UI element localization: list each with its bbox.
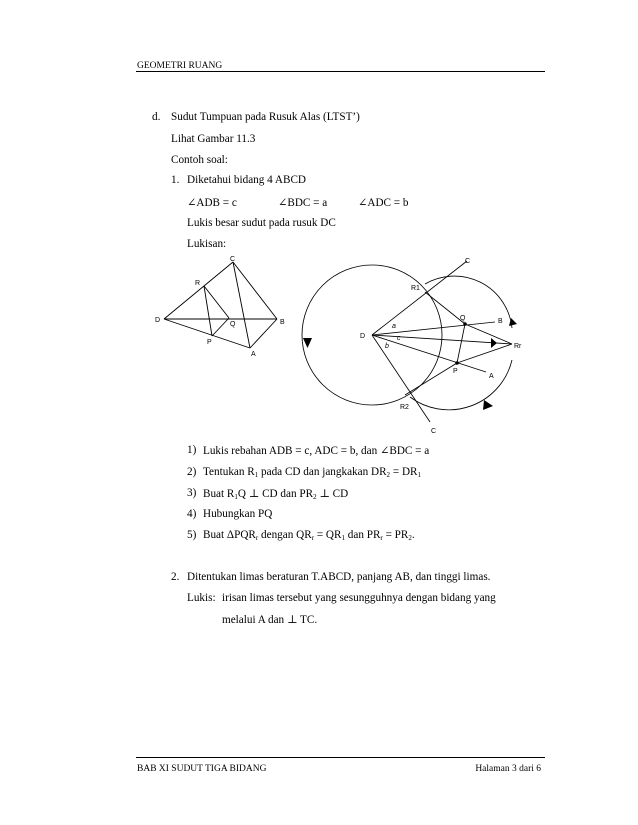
problem2-number: 2. [171, 571, 180, 583]
footer-page-number: Halaman 3 dari 6 [475, 764, 541, 774]
label-c: C [230, 256, 236, 263]
label-b-right: B [498, 318, 503, 325]
line-rp [204, 286, 212, 336]
page-header: GEOMETRI RUANG [137, 61, 223, 71]
problem1-task: Lukis besar sudut pada rusuk DC [187, 217, 336, 229]
label-angle-b: b [385, 343, 389, 350]
step-2-number: 2) [187, 466, 197, 478]
problem2-lukis-cont: melalui A dan ⊥ TC. [222, 614, 318, 626]
drawing-label: Lukisan: [187, 238, 227, 250]
header-rule [136, 71, 545, 72]
step-2-text: Tentukan $R_1$ pada CD dan jangkakan $DR_2 = DR_1$ [203, 466, 421, 479]
label-r1: R1 [411, 285, 420, 292]
arrow-lower-arc [483, 400, 493, 410]
section-marker: d. [152, 111, 161, 123]
label-c-top: C [465, 258, 471, 265]
label-b: B [280, 319, 285, 326]
problem2-lukis-label: Lukis: [187, 592, 216, 604]
line-q-p [457, 324, 465, 363]
angle-mark-rr [491, 338, 497, 348]
line-p-r2 [405, 363, 457, 395]
problem1-number: 1. [171, 174, 180, 186]
step-4-text: Hubungkan PQ [203, 508, 273, 520]
label-rr: Rr [514, 343, 522, 350]
figure-reference: Lihat Gambar 11.3 [171, 133, 256, 145]
line-q-rr [465, 324, 512, 344]
label-r: R [195, 280, 201, 287]
example-label: Contoh soal: [171, 154, 228, 166]
step-5-number: 5) [187, 529, 197, 541]
label-r2: R2 [400, 404, 409, 411]
step-4-number: 4) [187, 508, 197, 520]
label-angle-c: c [397, 335, 401, 342]
arrow-left-circle [303, 338, 312, 348]
edge-ca [233, 262, 250, 348]
edge-ab [250, 319, 277, 348]
angle-bdc: ∠BDC = a [278, 197, 328, 209]
tetrahedron-figure [150, 252, 295, 362]
problem2-lukis-text: irisan limas tersebut yang sesungguhnya dengan bidang yang [222, 592, 496, 604]
line-r1-q [425, 292, 465, 324]
line-p-rr [457, 344, 512, 363]
step-1-number: 1) [187, 444, 197, 456]
label-d: D [155, 317, 161, 324]
label-q-right: Q [460, 315, 466, 322]
point-p [455, 361, 459, 365]
step-5-text: Buat $\Delta PQR_r$ dengan $QR_r = QR_1$ dan $PR_r = PR_2$. [203, 529, 415, 542]
problem1-given: Diketahui bidang 4 ABCD [187, 174, 307, 186]
label-a: A [251, 351, 256, 358]
label-a-right: A [489, 373, 494, 380]
step-3-number: 3) [187, 487, 197, 499]
point-q [463, 322, 467, 326]
step-1-text: Lukis rebahan ADB = c, ADC = b, dan ∠BDC = a [203, 445, 430, 457]
construction-figure [300, 252, 540, 434]
section-title: Sudut Tumpuan pada Rusuk Alas (LTST’) [171, 111, 360, 123]
ray-da [372, 335, 486, 372]
label-c-bottom: C [431, 428, 437, 434]
step-3-text: Buat $R_1Q$ ⊥ CD dan $PR_2$ ⊥ CD [203, 488, 349, 501]
line-pq [212, 318, 229, 336]
edge-cb [233, 262, 277, 319]
arc-p-lower [410, 360, 512, 410]
label-p: P [207, 339, 212, 346]
angle-adc: ∠ADC = b [358, 197, 409, 209]
problem2-text: Ditentukan limas beraturan T.ABCD, panjang AB, dan tinggi limas. [187, 571, 491, 583]
label-d-right: D [360, 333, 366, 340]
angle-adb: ∠ADB = c [187, 197, 237, 209]
line-rq [204, 286, 229, 318]
ray-dc-upper [372, 261, 467, 335]
label-p-right: P [453, 368, 458, 375]
label-q: Q [230, 321, 236, 328]
label-angle-a: a [392, 323, 396, 330]
footer-chapter: BAB XI SUDUT TIGA BIDANG [137, 764, 267, 774]
footer-rule [136, 757, 545, 758]
